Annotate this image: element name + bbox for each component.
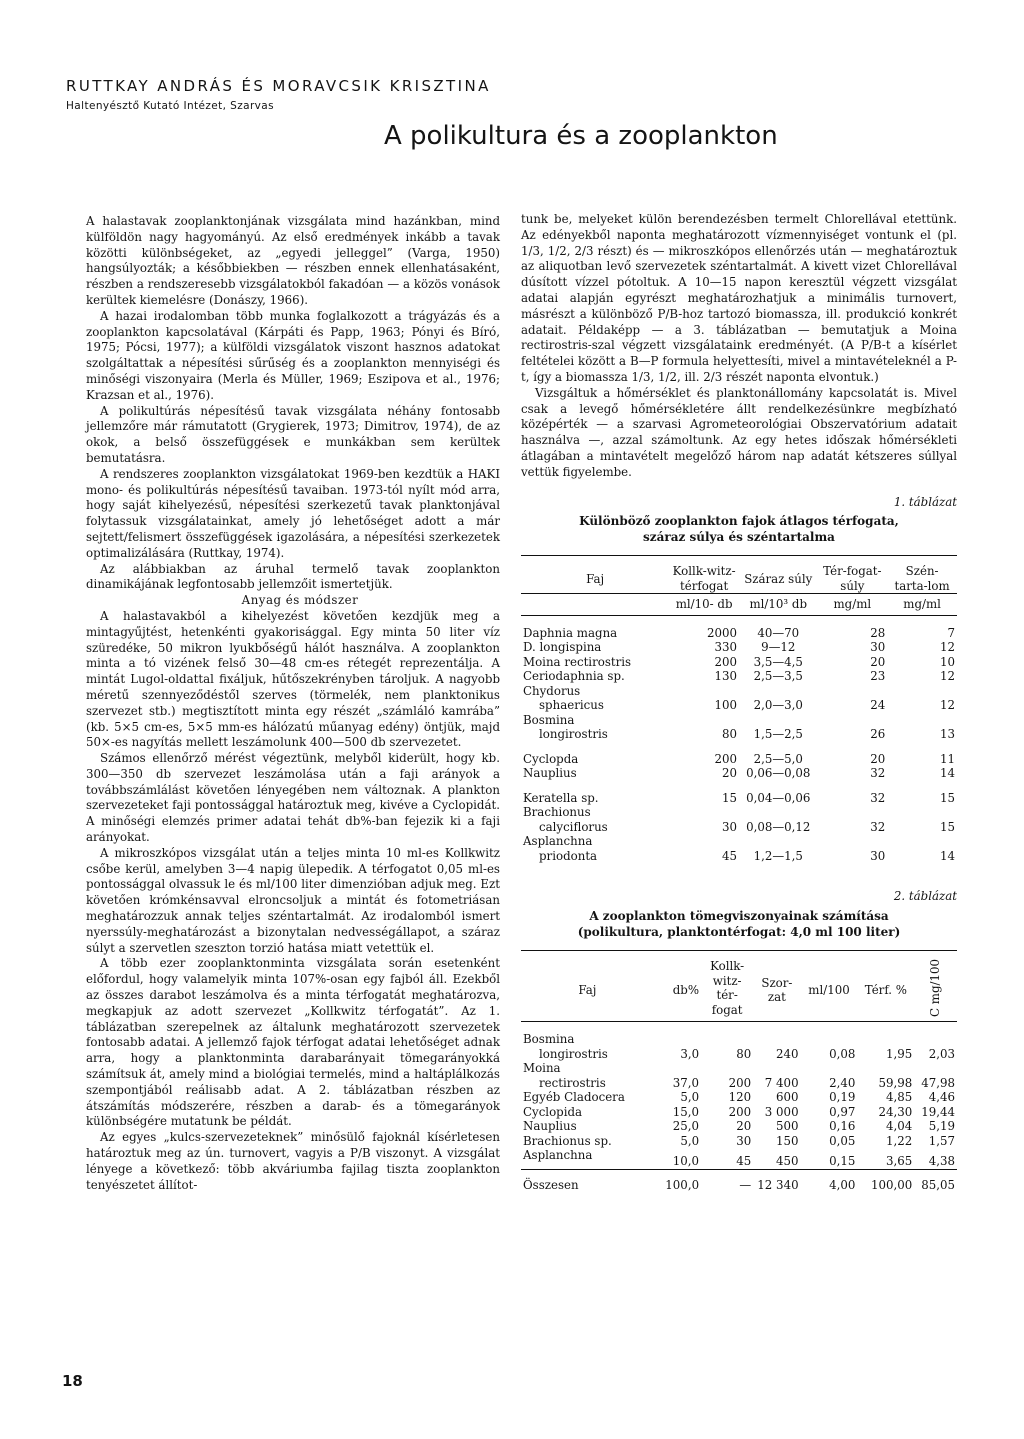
table-cell: 32: [870, 766, 886, 781]
species-name: D. longispina: [523, 640, 602, 655]
table-cell: 24: [870, 698, 886, 713]
species-name: longirostris: [539, 1046, 608, 1061]
table-cell: 600: [776, 1090, 799, 1105]
table-cell: 20: [870, 751, 886, 766]
species-name: priodonta: [539, 848, 598, 863]
paragraph: Az egyes „kulcs-szervezeteknek” minősülő fajoknál kísérletesen határoztuk meg az ún. turnovert, vagyis a P/B viszonyt. A vizsgálat lényege a következő: több akváriumba fajilag tiszta zooplankton tenyészetet állítot-: [86, 1130, 500, 1192]
table1-unit: mg/ml: [887, 594, 957, 616]
table-cell: 12: [939, 669, 955, 684]
species-name: Asplanchna: [523, 1148, 593, 1163]
table2-header-terf: Térf. %: [857, 951, 914, 1022]
paragraph: A halastavakból a kihelyezést követően kezdjük meg a mintagyűjtést, hetenkénti gyakorisággal. Egy minta 50 liter víz szüredéke, 50 mikron lyukbőségű hálót használva. A zooplankton minta a tó vizének felső 30—48 cm-es rétegét reprezentálja. A mintát Lugol-oldattal fixáljuk, hűtőszekrényben tároljuk. A nagyobb méretű szennyeződéstől szerves (törmelék, nem planktonikus szervezet stb.) megtisztított minta egy részét „számláló kamrába” (kb. 5×5 cm-es, 5×5 mm-es hálózatú műanyag edény) öntjük, majd 50×-es nagyítás mellett leszámolunk 400—500 db szervezetet.: [86, 608, 500, 750]
table2-title-line: A zooplankton tömegviszonyainak számítása: [589, 909, 889, 924]
table-cell: 0,04—0,06: [746, 790, 811, 805]
table-row: [521, 820, 957, 835]
table-row: [521, 655, 957, 670]
table-cell: 47,98: [921, 1075, 955, 1090]
table-cell: 4,00: [801, 1169, 858, 1192]
right-column: [521, 212, 957, 1192]
species-name: Nauplius: [523, 766, 577, 781]
table1-header-szen: Szén-tarta-lom: [887, 556, 957, 594]
table-cell: 330: [714, 640, 737, 655]
table-cell: 450: [776, 1154, 799, 1169]
species-name: Ceriodaphnia sp.: [523, 669, 625, 684]
table-row: [521, 1119, 957, 1134]
affiliation: Haltenyésztő Kutató Intézet, Szarvas: [66, 100, 274, 112]
table-cell: 85,05: [914, 1169, 957, 1192]
table-total-row: [521, 1169, 957, 1192]
table-cell: 10: [939, 654, 955, 669]
table2-header-szorzat: Szor-zat: [753, 951, 800, 1022]
table-cell: 200: [728, 1104, 752, 1119]
table-cell: 80: [736, 1046, 752, 1061]
table-cell: 2,03: [928, 1046, 955, 1061]
species-name: Bosmina: [523, 712, 575, 727]
table-cell: 0,08—0,12: [746, 819, 811, 834]
table-row: [521, 669, 957, 684]
table1-header-szaraz: Száraz súly: [739, 556, 817, 594]
table-cell: 2,5—5,0: [753, 751, 803, 766]
table-row: [521, 1022, 957, 1047]
table-cell: 7: [947, 625, 955, 640]
table-row: [521, 1076, 957, 1091]
table-row: [521, 766, 957, 781]
table-cell: 40—70: [757, 625, 800, 640]
table-cell: 20: [736, 1119, 752, 1134]
species-name: sphaericus: [539, 698, 604, 713]
table-cell: 25,0: [672, 1119, 700, 1134]
table-cell: 2,5—3,5: [753, 669, 803, 684]
table2-header-kollkwitz: Kollk-witz-tér-fogat: [701, 951, 753, 1022]
table2-title: [521, 908, 957, 940]
table-cell: 32: [870, 819, 886, 834]
table2-header-db: db%: [654, 951, 701, 1022]
table-cell: 0,06—0,08: [746, 766, 811, 781]
table-cell: 200: [728, 1075, 752, 1090]
table-row: [521, 1047, 957, 1062]
table1-header-kollkwitz: Kollk-witz-térfogat: [669, 556, 739, 594]
table-row: [521, 1148, 957, 1169]
table-cell: 0,15: [829, 1154, 856, 1169]
species-name: Cyclopida: [523, 1104, 583, 1119]
table-cell: 0,19: [829, 1090, 856, 1105]
table-cell: 3 000: [764, 1104, 799, 1119]
species-name: Nauplius: [523, 1119, 577, 1134]
table1-header-faj: Faj: [521, 556, 669, 594]
species-name: Bosmina: [523, 1032, 575, 1047]
table-row: [521, 640, 957, 655]
table-row: [521, 1061, 957, 1076]
table2-label: 2. táblázat: [893, 889, 957, 904]
paragraph: A halastavak zooplanktonjának vizsgálata mind hazánkban, mind külföldön nagy hagyományú. Az első eredmények inkább a tavak közötti különbségeket, az „egyedi jelleggel” (Varga, 1950) hangsúlyozták; a későbbiekben — részben ennek ellenhatásaként, részben a rendszeresebb vizsgálatokból fakadóan — a közös vonások kerültek kiemelésre (Donászy, 1966).: [86, 214, 500, 307]
table-row: [521, 713, 957, 728]
table-cell: 1,5—2,5: [753, 727, 803, 742]
table1-label: 1. táblázat: [893, 494, 957, 509]
table-cell: 0,97: [829, 1104, 856, 1119]
table-cell: 120: [728, 1090, 752, 1105]
table1-unit: mg/ml: [817, 594, 887, 616]
table-cell: 15: [939, 819, 955, 834]
table-cell: 3,5—4,5: [753, 654, 803, 669]
species-name: Keratella sp.: [523, 790, 599, 805]
table-cell: 13: [939, 727, 955, 742]
table-cell: 14: [939, 848, 955, 863]
table-row: [521, 834, 957, 849]
left-column: [86, 214, 500, 1193]
table-cell: 1,95: [886, 1046, 913, 1061]
species-name: longirostris: [539, 727, 608, 742]
paragraph: Számos ellenőrző mérést végeztünk, melyből kiderült, hogy kb. 300—350 db szervezet leszámolása után a faji arányok a továbbszámlálást követően lényegében nem változnak. A plankton szervezeteket faji pontossággal határoztuk meg, kivéve a Cyclopidát. A minőségi elemzés primer adatai tehát db%-ban fejezik ki a faji arányokat.: [86, 751, 500, 845]
species-name: Egyéb Cladocera: [523, 1090, 625, 1105]
table-cell: 12 340: [753, 1169, 800, 1192]
section-heading: Anyag és módszer: [241, 593, 359, 608]
page-number: 18: [62, 1372, 83, 1390]
table-cell: 5,0: [680, 1090, 700, 1105]
species-name: Daphnia magna: [523, 625, 618, 640]
table-cell: 2,40: [829, 1075, 856, 1090]
table-cell: 4,38: [928, 1154, 955, 1169]
table-row: [521, 1134, 957, 1149]
article-title: A polikultura és a zooplankton: [384, 121, 778, 151]
table-cell: 0,05: [829, 1133, 856, 1148]
species-name: Brachionus: [523, 805, 591, 820]
table1-title-line: száraz súlya és széntartalma: [643, 530, 835, 545]
species-name: rectirostris: [539, 1075, 606, 1090]
table-cell: 24,30: [878, 1104, 913, 1119]
table-cell: 19,44: [921, 1104, 955, 1119]
table-cell: 20: [721, 766, 737, 781]
species-name: Cyclopda: [523, 751, 579, 766]
paragraph: A hazai irodalomban több munka foglalkozott a trágyázás és a zooplankton kapcsolatával (Kárpáti és Papp, 1963; Pónyi és Bíró, 1975; Pócsi, 1977); a külföldi vizsgálatok viszont hasznos adatokat szolgáltattak a népesítési sűrűség és a zooplankton mennyiségi és minőségi viszonyaira (Merla és Müller, 1969; Eszipova et al., 1976; Krazsan et al., 1976).: [86, 308, 500, 402]
table-cell: 15,0: [672, 1104, 700, 1119]
table-cell: 2,0—3,0: [753, 698, 803, 713]
authors: RUTTKAY ANDRÁS ÉS MORAVCSIK KRISZTINA: [66, 77, 491, 95]
table-cell: 80: [721, 727, 737, 742]
paragraph: A polikultúrás népesítésű tavak vizsgálata néhány fontosabb jellemzőre már rámutatott (Grygierek, 1973; Dimitrov, 1974), de az okok, a belső összefüggések e munkákban sem kerültek bemutatásra.: [86, 403, 500, 465]
table1-unit: ml/10- db: [669, 594, 739, 616]
table-cell: 100,00: [857, 1169, 914, 1192]
table-row: [521, 727, 957, 742]
table-cell: 12: [939, 640, 955, 655]
table-cell: 5,0: [680, 1133, 700, 1148]
table1-title: [521, 513, 957, 545]
table-row: [521, 849, 957, 864]
table1: [521, 555, 957, 863]
paragraph: tunk be, melyeket külön berendezésben termelt Chlorellával etettünk. Az edényekből naponta meghatározott vízmennyiséget vontunk el (pl. 1/3, 1/2, 2/3 részt) és — mikroszkópos ellenőrzés után — meghatároztuk az aliquotban levő szervezetek széntartalmát. A kivett vizet Chlorellával dúsított vízzel pótoltuk. A 10—15 napon keresztül végzett vizsgálat adatai alapján egyrészt meghatározhatjuk a minimális turnovert, másrészt a különböző P/B-hoz tartozó biomassza, ill. produkció konkrét adatait. Példaképp — a 3. táblázatban — bemutatjuk a Moina rectirostris-szal végzett vizsgálataink eredményét. (A P/B-t a kísérlet feltételei között a B—P formula helyettesíti, mivel a mintavételeknél a P-t, így a biomassza 1/3, 1/2, ill. 2/3 részét naponta elvontuk.): [521, 212, 957, 384]
table-cell: 4,46: [928, 1090, 955, 1105]
species-name: Chydorus: [523, 683, 581, 698]
species-name: Moina: [523, 1061, 561, 1076]
table-cell: 45: [736, 1154, 752, 1169]
table-cell: 100: [714, 698, 737, 713]
table-cell: 11: [939, 751, 955, 766]
table-cell: 59,98: [878, 1075, 913, 1090]
table-cell: 200: [714, 751, 737, 766]
table-row: [521, 698, 957, 713]
table-cell: 9—12: [761, 640, 796, 655]
table-cell: 10,0: [672, 1154, 700, 1169]
table-cell: 26: [870, 727, 886, 742]
table1-unit: ml/10³ db: [739, 594, 817, 616]
table-cell: 1,2—1,5: [753, 848, 803, 863]
table2-header-faj: Faj: [521, 951, 654, 1022]
table2-header-ml: ml/100: [801, 951, 858, 1022]
table-cell: 7 400: [764, 1075, 799, 1090]
table-cell: 3,65: [886, 1154, 913, 1169]
paragraph: Vizsgáltuk a hőmérséklet és planktonállomány kapcsolatát is. Mivel csak a levegő hőmérsékletére állt rendelkezésünkre megbízható középérték — a szarvasi Agrometeorológiai Obszervatórium adatait használva —, azzal számoltunk. Az egy hetes időszak hőmérsékleti átlagában a mintavételt megelőző három nap adatát kétszeres súllyal vettük figyelembe.: [521, 385, 957, 479]
table-cell: 20: [870, 654, 886, 669]
table1-header-terfogat: Tér-fogat-súly: [817, 556, 887, 594]
table-cell: 32: [870, 790, 886, 805]
paragraph: A rendszeres zooplankton vizsgálatokat 1969-ben kezdtük a HAKI mono- és polikultúrás népesítésű tavaiban. 1973-tól nyílt mód arra, hogy saját kihelyezésű, népesítési szerkezetű tavak planktonjával folytassuk vizsgálatainkat, amely jó lehetőséget adott a már sejtett/felismert összefüggések igazolására, a népesítési szerkezetek optimalizálására (Ruttkay, 1974).: [86, 466, 500, 560]
table-row: [521, 615, 957, 640]
table-cell: 30: [870, 848, 886, 863]
table-row: [521, 684, 957, 699]
table-row: [521, 1090, 957, 1105]
table-cell: 200: [714, 654, 737, 669]
paragraph: A mikroszkópos vizsgálat után a teljes minta 10 ml-es Kollkwitz csőbe kerül, amelyben 3—4 napig ülepedik. A térfogatot 0,05 ml-es pontossággal olvassuk le és ml/100 liter dimenzióban adjuk meg. Ezt követően krómkénsavval elroncsoljuk a mintát és fotometriásan meghatározzuk annak teljes széntartalmát. Az irodalomból ismert nyerssúly-meghatározást a bizonytalan nedvességállapot, a száraz súlyt a szervetlen szeszton torzió hatása miatt vetettük el.: [86, 845, 500, 955]
table-cell: 23: [870, 669, 886, 684]
table-cell: 2000: [706, 625, 737, 640]
table-row: [521, 1105, 957, 1120]
table-row: [521, 742, 957, 767]
table2: [521, 950, 957, 1192]
species-name: Brachionus sp.: [523, 1133, 612, 1148]
table-cell: 15: [939, 790, 955, 805]
table2-title-line: (polikultura, planktontérfogat: 4,0 ml 100 liter): [577, 925, 901, 940]
table-cell: 30: [870, 640, 886, 655]
table1-title-line: Különböző zooplankton fajok átlagos térfogata,: [579, 514, 899, 529]
total-label: Összesen: [521, 1169, 654, 1192]
species-name: calyciflorus: [539, 819, 608, 834]
table-cell: 15: [721, 790, 737, 805]
table-cell: 3,0: [680, 1046, 700, 1061]
table-cell: 14: [939, 766, 955, 781]
table-cell: 37,0: [672, 1075, 700, 1090]
table-cell: 130: [714, 669, 737, 684]
table-row: [521, 781, 957, 806]
table-cell: 12: [939, 698, 955, 713]
table-row: [521, 805, 957, 820]
paragraph: Az alábbiakban az áruhal termelő tavak zooplankton dinamikájának legfontosabb jellemzőit ismertetjük.: [86, 561, 500, 592]
species-name: Asplanchna: [523, 834, 593, 849]
table-cell: 1,22: [886, 1133, 913, 1148]
table-cell: 5,19: [928, 1119, 955, 1134]
table-cell: 4,04: [886, 1119, 913, 1134]
table-cell: 100,0: [654, 1169, 701, 1192]
table-cell: 500: [776, 1119, 799, 1134]
table-cell: 28: [870, 625, 886, 640]
table-cell: 30: [736, 1133, 752, 1148]
table-cell: 0,16: [829, 1119, 856, 1134]
table2-header-carbon: C mg/100: [928, 959, 943, 1018]
species-name: Moina rectirostris: [523, 654, 632, 669]
table-cell: 4,85: [886, 1090, 913, 1105]
table-cell: 45: [721, 848, 737, 863]
table-cell: 240: [776, 1046, 799, 1061]
table-cell: 30: [721, 819, 737, 834]
paragraph: A több ezer zooplanktonminta vizsgálata során esetenként előfordul, hogy valamelyik minta 107%-osan egy fajból áll. Ezekből az összes darabot leszámolva és a minta térfogatát meghatározva, megkapjuk az adott szervezet „Kollkwitz térfogatát”. Az 1. táblázatban szerepelnek az általunk meghatározott szervezetek fontosabb adatai. A jellemző fajok térfogat adatai lehetőséget adnak arra, hogy a planktonminta darabarányait tömegarányokká számítsuk át, amely mind a biológiai termelés, mind a haltáplálkozás szempontjából reálisabb adat. A 2. táblázatban részben az átszámítás módszerére, részben a darab- és a tömegarányok különbségére mutatunk be példát.: [86, 956, 500, 1129]
table-cell: —: [701, 1169, 753, 1192]
table-cell: 150: [776, 1133, 799, 1148]
table-cell: 1,57: [928, 1133, 955, 1148]
table-cell: 0,08: [829, 1046, 856, 1061]
